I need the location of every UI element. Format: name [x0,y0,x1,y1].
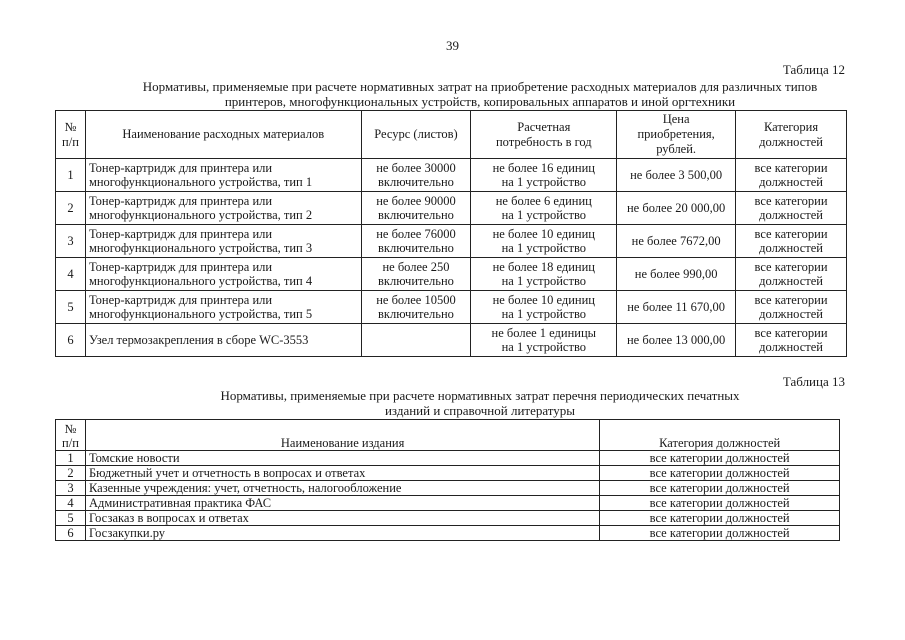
row-name: Госзаказ в вопросах и ответах [85,511,599,526]
row-need-line1: не более 18 единиц [492,260,595,274]
row-resource-line2: включительно [377,175,454,189]
row-category-line1: все категории [754,161,828,175]
row-resource [361,159,471,192]
header-category-line2: должностей [759,134,823,149]
row-num: 5 [56,291,86,324]
row-name-line2: многофункционального устройства, тип 4 [88,274,313,288]
table13-row [56,526,840,541]
t13-header-num-line2: п/п [62,436,79,450]
table13-title-line1: Нормативы, применяемые при расчете нормативных затрат перечня периодических печатных [220,388,740,403]
row-category [736,258,847,291]
row-price: не более 3 500,00 [617,159,736,192]
header-need-line2: потребность в год [495,134,592,149]
table12-label: Таблица 12 [782,62,845,77]
row-category: все категории должностей [600,511,840,526]
header-category-line1: Категория [763,119,819,134]
row-num: 6 [56,526,86,541]
table12-row [56,192,847,225]
row-category: все категории должностей [600,466,840,481]
header-num-line2: п/п [62,134,79,149]
row-resource [361,225,471,258]
row-price: не более 11 670,00 [617,291,736,324]
row-resource-line2: включительно [377,307,454,321]
row-price: не более 7672,00 [617,225,736,258]
header-num-line1: № [64,119,77,134]
row-name [85,324,361,357]
table13-label: Таблица 13 [782,374,845,389]
table12-row [56,324,847,357]
row-resource [361,258,471,291]
table12-title-line1: Нормативы, применяемые при расчете нормативных затрат на приобретение расходных материалов для различных типов [142,79,818,94]
row-need-line1: не более 10 единиц [492,227,595,241]
row-category-line2: должностей [759,307,823,321]
row-category-line2: должностей [759,340,823,354]
row-need [471,291,617,324]
table13-header-num [56,420,86,451]
row-need-line2: на 1 устройство [501,307,587,321]
row-category-line2: должностей [759,175,823,189]
row-price: не более 13 000,00 [617,324,736,357]
row-category: все категории должностей [600,526,840,541]
row-resource-line1: не более 250 [382,260,450,274]
row-need-line2: на 1 устройство [501,274,587,288]
row-category: все категории должностей [600,481,840,496]
row-need [471,258,617,291]
row-category-line2: должностей [759,274,823,288]
row-category-line1: все категории [754,227,828,241]
row-need [471,324,617,357]
row-name-line1: Тонер-картридж для принтера или [88,227,273,241]
table13-header-category: Категория должностей [600,420,840,451]
row-name-line1: Тонер-картридж для принтера или [88,194,273,208]
row-resource-line1: не более 10500 [376,293,456,307]
row-category-line1: все категории [754,326,828,340]
row-need [471,159,617,192]
row-category-line2: должностей [759,208,823,222]
row-need-line1: не более 10 единиц [492,293,595,307]
table12-title [60,79,900,109]
row-resource-line1: не более 90000 [376,194,456,208]
row-category [736,192,847,225]
table12-header-category [736,111,847,159]
table13-header-row [56,420,840,451]
row-num: 3 [56,481,86,496]
row-need-line1: не более 1 единицы [491,326,597,340]
row-need-line2: на 1 устройство [501,208,587,222]
row-category [736,225,847,258]
row-need [471,225,617,258]
header-price-line1: Цена [662,112,690,126]
row-num: 2 [56,192,86,225]
row-need-line1: не более 6 единиц [495,194,592,208]
header-need-line1: Расчетная [517,119,571,134]
row-resource-line2: включительно [377,274,454,288]
table12-header-need [471,111,617,159]
row-name [85,291,361,324]
table13 [55,419,840,541]
row-num: 4 [56,258,86,291]
row-category-line2: должностей [759,241,823,255]
table13-header-name: Наименование издания [85,420,599,451]
row-name [85,159,361,192]
row-need-line2: на 1 устройство [501,241,587,255]
table12-row [56,225,847,258]
row-price: не более 20 000,00 [617,192,736,225]
row-resource [361,324,471,357]
table13-title [60,388,900,418]
row-category-line1: все категории [754,293,828,307]
table12-row [56,258,847,291]
row-num: 6 [56,324,86,357]
table13-row [56,511,840,526]
table13-row [56,466,840,481]
row-need-line2: на 1 устройство [501,340,587,354]
row-need [471,192,617,225]
row-resource [361,192,471,225]
table13-row [56,451,840,466]
row-name [85,225,361,258]
table12-header-row [56,111,847,159]
row-name [85,258,361,291]
table12-row [56,291,847,324]
row-name-line2: многофункционального устройства, тип 5 [88,307,313,321]
row-num: 3 [56,225,86,258]
row-name-line1: Тонер-картридж для принтера или [88,260,273,274]
table12-header-price [617,111,736,159]
table12-title-line2: принтеров, многофункциональных устройств, копировальных аппаратов и иной оргтехники [224,94,736,109]
row-resource-line2: включительно [377,241,454,255]
row-category [736,324,847,357]
row-num: 2 [56,466,86,481]
row-category-line1: все категории [754,260,828,274]
row-name-line1: Узел термозакрепления в сборе WC-3553 [88,333,309,347]
table12-row [56,159,847,192]
table12-header-num [56,111,86,159]
row-resource [361,291,471,324]
row-category [736,291,847,324]
row-category: все категории должностей [600,496,840,511]
table13-title-line2: изданий и справочной литературы [384,403,576,418]
row-num: 1 [56,451,86,466]
row-name: Бюджетный учет и отчетность в вопросах и ответах [85,466,599,481]
row-num: 1 [56,159,86,192]
row-name: Административная практика ФАС [85,496,599,511]
row-name-line1: Тонер-картридж для принтера или [88,293,273,307]
row-num: 5 [56,511,86,526]
t13-header-num-line1: № [64,422,77,436]
table12 [55,110,847,357]
row-name: Казенные учреждения: учет, отчетность, налогообложение [85,481,599,496]
row-name-line1: Тонер-картридж для принтера или [88,161,273,175]
row-name: Госзакупки.ру [85,526,599,541]
table13-row [56,496,840,511]
row-category: все категории должностей [600,451,840,466]
row-name [85,192,361,225]
page-number: 39 [446,38,459,53]
row-name: Томские новости [85,451,599,466]
header-price-line3: рублей. [656,142,697,156]
row-category [736,159,847,192]
table13-row [56,481,840,496]
table12-header-resource: Ресурс (листов) [361,111,471,159]
table12-header-name: Наименование расходных материалов [85,111,361,159]
row-name-line2: многофункционального устройства, тип 2 [88,208,313,222]
row-name-line2: многофункционального устройства, тип 1 [88,175,313,189]
row-need-line1: не более 16 единиц [492,161,595,175]
row-category-line1: все категории [754,194,828,208]
row-num: 4 [56,496,86,511]
row-price: не более 990,00 [617,258,736,291]
row-name-line2: многофункционального устройства, тип 3 [88,241,313,255]
row-need-line2: на 1 устройство [501,175,587,189]
row-resource-line2: включительно [377,208,454,222]
header-price-line2: приобретения, [637,127,715,141]
row-resource-line1: не более 76000 [376,227,456,241]
row-resource-line1: не более 30000 [376,161,456,175]
